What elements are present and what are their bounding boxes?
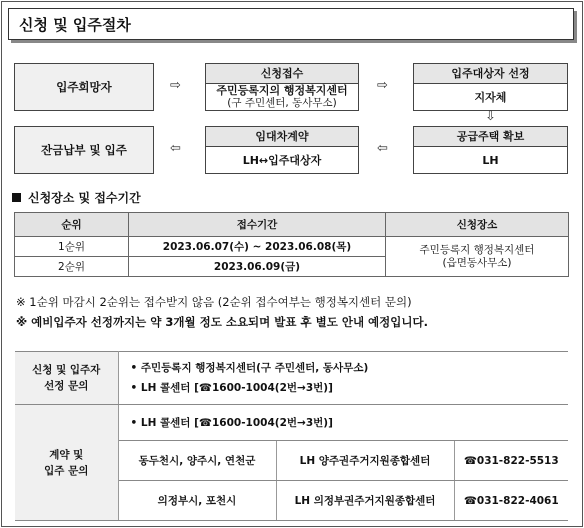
contract-label-line1: 계약 및 xyxy=(49,448,84,461)
flow-box-contract xyxy=(205,126,359,174)
flow-box-reception-head: 신청접수 xyxy=(206,64,358,84)
phone-cell: ☎031-822-5513 xyxy=(454,441,568,481)
table-row xyxy=(15,237,569,257)
rank-cell: 1순위 xyxy=(15,237,129,257)
rank-cell: 2순위 xyxy=(15,257,129,277)
flow-box-move-in-label: 잔금납부 및 입주 xyxy=(41,143,127,157)
area-cell: 동두천시, 양주시, 연천군 xyxy=(118,441,276,481)
selection-label-line2: 선정 문의 xyxy=(44,380,89,392)
flow-box-applicant-label: 입주희망자 xyxy=(56,80,112,94)
flow-box-supply xyxy=(413,126,568,174)
arrow-right-icon: ⇨ xyxy=(170,78,181,93)
selection-contacts xyxy=(118,352,568,405)
contract-label-line2: 입주 문의 xyxy=(44,464,89,477)
selection-label-line1: 신청 및 입주자 xyxy=(32,364,101,376)
phone-cell: ☎031-822-4061 xyxy=(454,481,568,521)
center-cell: LH 의정부권주거지원종합센터 xyxy=(276,481,454,521)
header-place: 신청장소 xyxy=(386,213,569,237)
contacts-table xyxy=(15,351,568,521)
flow-box-reception-line2: (구 주민센터, 동사무소) xyxy=(227,97,337,109)
place-line2: (읍면동사무소) xyxy=(442,256,512,269)
list-item: • 주민등록지 행정복지센터(구 주민센터, 동사무소) xyxy=(131,358,557,378)
flow-box-contract-body: LH↔입주대상자 xyxy=(242,153,322,167)
center-cell: LH 양주권주거지원종합센터 xyxy=(276,441,454,481)
note-second-rank: ※ 1순위 마감시 2순위는 접수받지 않음 (2순위 접수여부는 행정복지센터 문의) xyxy=(16,295,412,309)
header-rank: 순위 xyxy=(15,213,129,237)
section-heading-label: 신청장소 및 접수기간 xyxy=(28,191,141,205)
contract-inquiry-label xyxy=(15,405,118,521)
arrow-left-icon: ⇦ xyxy=(377,141,388,156)
arrow-left-icon: ⇦ xyxy=(170,141,181,156)
period-cell: 2023.06.09(금) xyxy=(129,257,386,277)
flow-box-supply-body: LH xyxy=(482,153,499,167)
place-line1: 주민등록지 행정복지센터 xyxy=(419,243,535,256)
arrow-down-icon: ⇩ xyxy=(485,109,496,124)
table-row xyxy=(15,352,568,405)
place-cell xyxy=(386,237,569,277)
list-item: • LH 콜센터 [☎1600-1004(2번→3번)] xyxy=(131,378,557,398)
table-header-row xyxy=(15,213,569,237)
flow-box-selection-body: 지자체 xyxy=(474,90,507,104)
table-row xyxy=(15,405,568,441)
section-heading xyxy=(12,189,141,206)
schedule-table xyxy=(14,212,569,277)
page-title: 신청 및 입주절차 xyxy=(8,8,574,40)
list-item: • LH 콜센터 [☎1600-1004(2번→3번)] xyxy=(131,413,557,433)
flow-box-selection xyxy=(413,63,568,111)
flow-box-move-in xyxy=(14,126,154,174)
flow-box-reception xyxy=(205,63,359,111)
period-cell: 2023.06.07(수) ~ 2023.06.08(목) xyxy=(129,237,386,257)
flow-box-contract-head: 임대차계약 xyxy=(206,127,358,147)
square-bullet-icon xyxy=(12,193,21,202)
header-period: 접수기간 xyxy=(129,213,386,237)
selection-inquiry-label xyxy=(15,352,118,405)
flow-box-selection-head: 입주대상자 선정 xyxy=(414,64,567,84)
arrow-right-icon: ⇨ xyxy=(377,78,388,93)
area-cell: 의정부시, 포천시 xyxy=(118,481,276,521)
contract-contacts xyxy=(118,405,568,441)
flow-box-applicant xyxy=(14,63,154,111)
note-announcement: ※ 예비입주자 선정까지는 약 3개월 정도 소요되며 발표 후 별도 안내 예정입니다. xyxy=(16,315,428,329)
flow-box-reception-line1: 주민등록지의 행정복지센터 xyxy=(216,84,348,97)
flow-box-supply-head: 공급주택 확보 xyxy=(414,127,567,147)
